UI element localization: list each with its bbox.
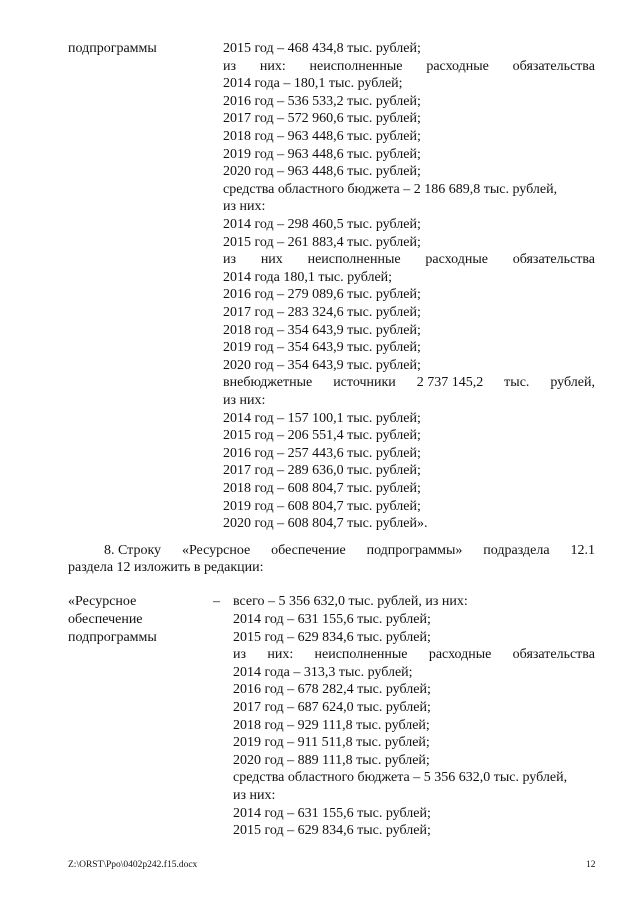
block2-label-line: подпрограммы (68, 630, 157, 645)
para-word: подпрограммы» (366, 543, 463, 558)
line-word: источники (333, 375, 396, 391)
value-line: 2018 год – 963 448,6 тыс. рублей; (223, 129, 421, 144)
value-line: 2020 год – 963 448,6 тыс. рублей; (223, 164, 421, 180)
line-word: них (260, 252, 283, 268)
value-line: 2017 год – 572 960,6 тыс. рублей; (223, 111, 421, 127)
value-line: 2016 год – 678 282,4 тыс. рублей; (233, 682, 431, 698)
value-line: 2015 год – 468 434,8 тыс. рублей; (223, 41, 421, 56)
justified-line (223, 374, 595, 392)
value-line: 2016 год – 279 089,6 тыс. рублей; (223, 287, 421, 303)
value-line: 2015 год – 206 551,4 тыс. рублей; (223, 428, 421, 444)
value-line: из них: (223, 199, 266, 215)
value-line: 2014 год – 157 100,1 тыс. рублей; (223, 410, 421, 426)
block2-label-line: обеспечение (68, 612, 143, 627)
value-line: 2018 год – 608 804,7 тыс. рублей; (223, 481, 421, 496)
value-line: 2017 год – 283 324,6 тыс. рублей; (223, 305, 421, 320)
line-word: тыс. (504, 375, 530, 391)
line-word: внебюджетные (223, 375, 313, 391)
value-line: 2019 год – 354 643,9 тыс. рублей; (223, 340, 421, 356)
block2-label-line: «Ресурсное (68, 594, 137, 609)
value-line: 2014 года – 180,1 тыс. рублей; (223, 76, 403, 92)
value-line: 2015 год – 261 883,4 тыс. рублей; (223, 234, 421, 250)
line-word: из (223, 252, 237, 268)
footer-path: Z:\ORST\Ppo\0402p242.f15.docx (68, 860, 198, 870)
value-line: 2019 год – 911 511,8 тыс. рублей; (233, 735, 430, 751)
value-line: из них: (223, 393, 266, 408)
value-line: 2020 год – 889 111,8 тыс. рублей; (233, 752, 430, 768)
value-line: 2018 год – 929 111,8 тыс. рублей; (233, 717, 430, 733)
para-word: 8. Строку (104, 543, 162, 558)
line-word: обязательства (512, 58, 595, 74)
value-line: 2019 год – 963 448,6 тыс. рублей; (223, 146, 421, 162)
para-word: обеспечение (271, 543, 346, 558)
justified-line (223, 251, 595, 269)
line-word: неисполненные (307, 252, 401, 268)
value-line: 2014 года – 313,3 тыс. рублей; (233, 664, 413, 680)
value-line: средства областного бюджета – 5 356 632,0 тыс. рублей, (233, 770, 568, 786)
paragraph-line-1 (104, 542, 595, 560)
line-word: из (223, 58, 237, 74)
value-line: 2020 год – 608 804,7 тыс. рублей». (223, 516, 428, 532)
block2-dash: – (213, 594, 220, 609)
block1-label: подпрограммы (68, 41, 157, 56)
justified-line (233, 646, 595, 664)
page-number: 12 (586, 860, 596, 870)
value-line: 2015 год – 629 834,6 тыс. рублей; (233, 629, 431, 645)
line-word: из (233, 647, 247, 663)
value-line: 2016 год – 257 443,6 тыс. рублей; (223, 445, 421, 461)
value-line: 2017 год – 289 636,0 тыс. рублей; (223, 463, 421, 479)
justified-line (223, 58, 595, 76)
line-word: обязательства (512, 647, 595, 663)
value-line: 2019 год – 608 804,7 тыс. рублей; (223, 498, 421, 514)
block2-first-line: всего – 5 356 632,0 тыс. рублей, из них: (233, 594, 468, 609)
para-word: 12.1 (570, 543, 595, 558)
value-line: 2015 год – 629 834,6 тыс. рублей; (233, 823, 431, 839)
line-word: неисполненные (309, 58, 403, 74)
para-word: «Ресурсное (181, 543, 251, 558)
value-line: 2017 год – 687 624,0 тыс. рублей; (233, 700, 431, 715)
line-word: них: (259, 58, 286, 74)
value-line: средства областного бюджета – 2 186 689,8 тыс. рублей, (223, 181, 558, 197)
value-line: из них: (233, 788, 276, 803)
value-line: 2014 год – 631 155,6 тыс. рублей; (233, 612, 431, 627)
para-word: подраздела (483, 543, 550, 558)
value-line: 2018 год – 354 643,9 тыс. рублей; (223, 322, 421, 338)
line-word: обязательства (512, 252, 595, 268)
value-line: 2014 года 180,1 тыс. рублей; (223, 269, 393, 285)
paragraph-line-2: раздела 12 изложить в редакции: (68, 560, 264, 575)
line-word: рублей, (550, 375, 595, 391)
line-word: расходные (426, 58, 489, 74)
value-line: 2014 год – 631 155,6 тыс. рублей; (233, 805, 431, 821)
line-word: расходные (425, 252, 488, 268)
line-word: них: (267, 647, 294, 663)
line-word: неисполненные (314, 647, 408, 663)
value-line: 2014 год – 298 460,5 тыс. рублей; (223, 217, 421, 232)
value-line: 2016 год – 536 533,2 тыс. рублей; (223, 93, 421, 109)
line-word: 2 737 145,2 (416, 375, 484, 391)
line-word: расходные (428, 647, 492, 663)
value-line: 2020 год – 354 643,9 тыс. рублей; (223, 357, 421, 373)
